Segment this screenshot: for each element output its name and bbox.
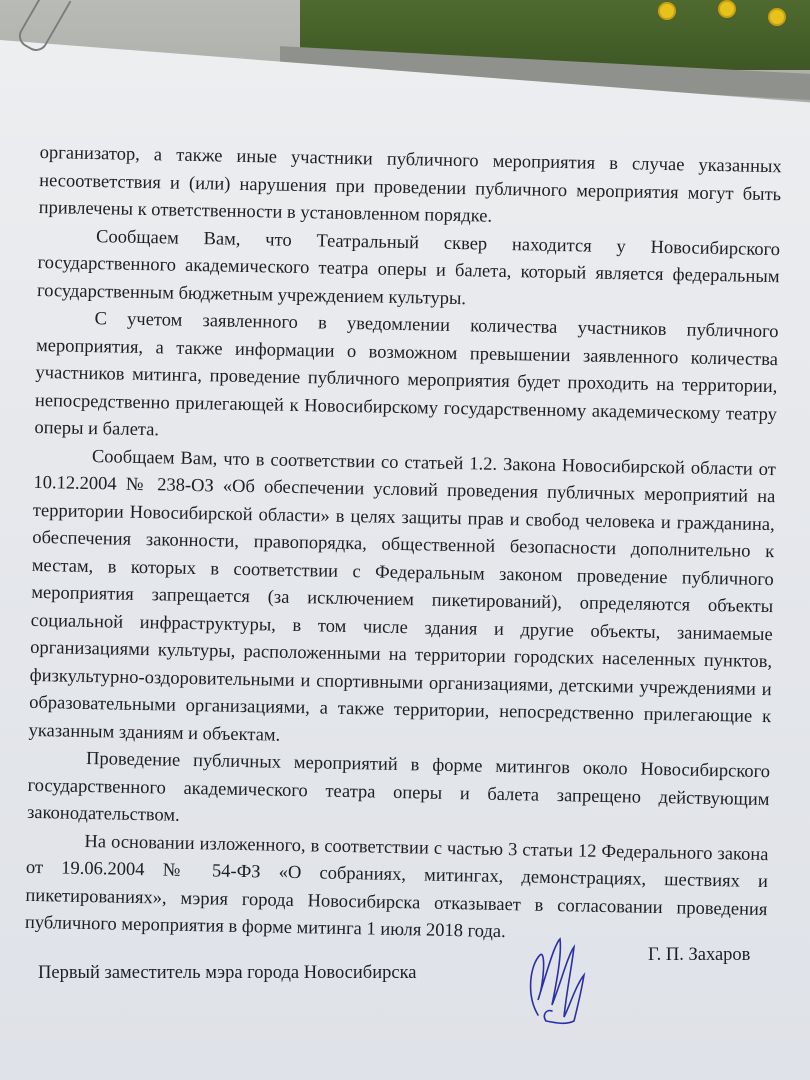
paragraph-prohibition: Проведение публичных мероприятий в форме митингов около Новосибирского государственного академического театра оперы и балета запрещено действующим законодательством.: [26, 749, 771, 826]
signer-name: Г. П. Захаров: [648, 945, 751, 965]
paragraph-refusal: На основании изложенного, в соответствии с частью 3 статьи 12 Федерального закона от 19.06.2004 № 54-ФЗ «О собраниях, митингах, демонстрациях, шествиях и пикетированиях», мэрия города Новосибирска отказывает в согласовании проведения публичного мероприятия в форме митинга 1 июля 2018 года.: [24, 831, 769, 943]
flower-decoration: [720, 2, 734, 16]
document-body: [25, 140, 782, 952]
paragraph-continuation: организатор, а также иные участники публичного мероприятия в случае указанных несоответствия и (или) нарушения при проведении публичного мероприятия могут быть привлечены к ответственности в установленном порядке.: [38, 142, 782, 227]
flower-decoration: [770, 10, 784, 24]
signer-title: Первый заместитель мэра города Новосибирска: [38, 963, 417, 983]
handwritten-signature: [516, 925, 596, 1035]
paragraph-regional-law: Сообщаем Вам, что в соответствии со статьей 1.2. Закона Новосибирской области от 10.12.2004 № 238-ОЗ «Об обеспечении условий проведения публичных мероприятий на территории Новосибирской области» в целях защиты прав и свобод человека и гражданина, обеспечения законности, правопорядка, общественной безопасности дополнительно к местам, в которых в соответствии с Федеральным законом проведение публичного мероприятия запрещается (за исключением пикетирований), определяются объекты социальной инфраструктуры, в том числе здания и другие объекты, занимаемые организациями культуры, расположенными на территории городских населенных пунктов, физкультурно-оздоровительными и спортивными организациями, детскими учреждениями и образовательными организациями, а также территории, непосредственно прилегающие к указанным зданиям и объектам.: [28, 446, 776, 746]
paragraph-participants: С учетом заявленного в уведомлении количества участников публичного мероприятия, а также информации о возможном превышении заявленного количества участников митинга, проведение публичного мероприятия будет проходить на территории, непосредственно прилегающей к Новосибирскому государственному академическому театру оперы и балета.: [34, 309, 779, 441]
signature-block: [38, 935, 783, 1045]
paragraph-theatre-square: Сообщаем Вам, что Театральный сквер находится у Новосибирского государственного академического театра оперы и балета, который является федеральным государственным бюджетным учреждением культуры.: [36, 226, 781, 309]
flower-decoration: [660, 4, 674, 18]
